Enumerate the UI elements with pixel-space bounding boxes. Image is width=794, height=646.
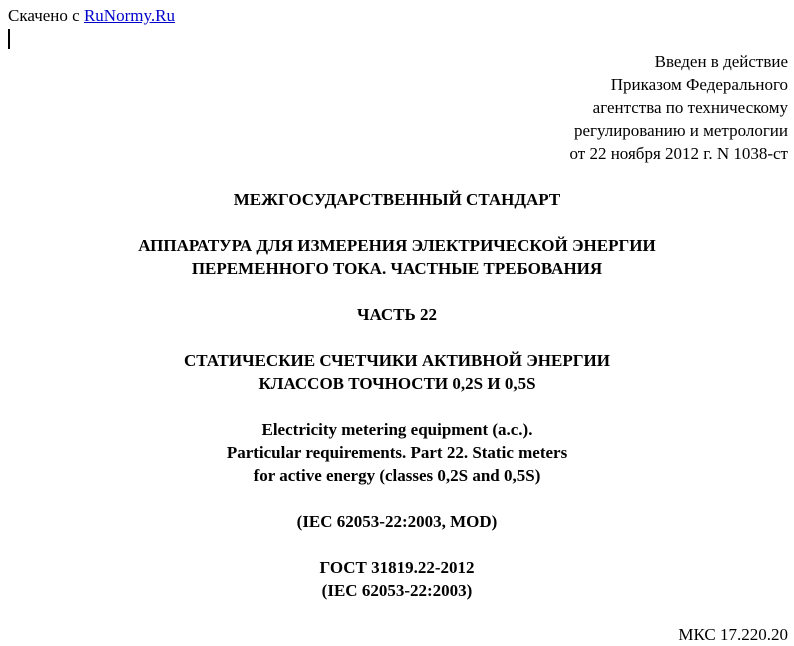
approval-line: от 22 ноября 2012 г. N 1038-ст: [569, 144, 788, 163]
title-line: ПЕРЕМЕННОГО ТОКА. ЧАСТНЫЕ ТРЕБОВАНИЯ: [191, 259, 603, 278]
document-subtitle: [0, 349, 794, 395]
gost-designation: [0, 556, 794, 602]
english-title-line: for active energy (classes 0,2S and 0,5S): [253, 466, 541, 485]
english-title: [0, 418, 794, 487]
title-line: АППАРАТУРА ДЛЯ ИЗМЕРЕНИЯ ЭЛЕКТРИЧЕСКОЙ ЭНЕРГИИ: [138, 236, 656, 255]
subtitle-line: СТАТИЧЕСКИЕ СЧЕТЧИКИ АКТИВНОЙ ЭНЕРГИИ: [183, 351, 610, 370]
text-cursor: [8, 29, 10, 49]
approval-line: Приказом Федерального: [610, 75, 788, 94]
mks-code: МКС 17.220.20: [678, 625, 788, 644]
approval-block: [570, 50, 789, 165]
approval-line: агентства по техническому: [592, 98, 788, 117]
subtitle-line: КЛАССОВ ТОЧНОСТИ 0,2S И 0,5S: [258, 374, 536, 393]
standard-type-heading: [0, 188, 794, 211]
iec-reference-block: [0, 510, 794, 533]
gost-iec: (IEC 62053-22:2003): [321, 581, 473, 600]
english-title-line: Particular requirements. Part 22. Static meters: [226, 443, 568, 462]
english-title-line: Electricity metering equipment (a.c.).: [261, 420, 533, 439]
approval-line: Введен в действие: [654, 52, 788, 71]
gost-number: ГОСТ 31819.22-2012: [319, 558, 475, 577]
source-prefix: Скачено с: [8, 6, 80, 25]
source-line: [8, 5, 175, 27]
part-number: ЧАСТЬ 22: [356, 305, 437, 324]
runormy-link[interactable]: RuNormy.Ru: [83, 6, 175, 25]
standard-type: МЕЖГОСУДАРСТВЕННЫЙ СТАНДАРТ: [233, 190, 561, 209]
part-heading: [0, 303, 794, 326]
approval-line: регулированию и метрологии: [573, 121, 788, 140]
iec-reference: (IEC 62053-22:2003, MOD): [296, 512, 498, 531]
document-title: [0, 234, 794, 280]
